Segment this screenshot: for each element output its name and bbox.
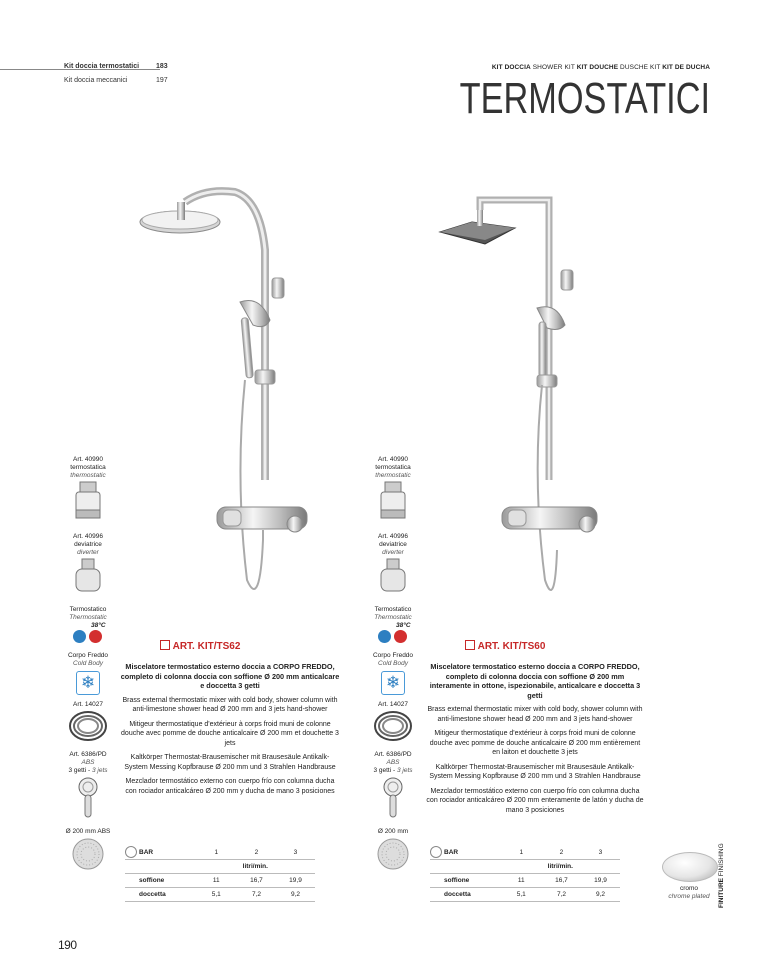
shower-head-icon xyxy=(363,836,423,872)
product-block-ts62 xyxy=(120,640,340,796)
flow-rate-table xyxy=(430,846,620,902)
description-de: Kaltkörper Thermostat-Brausemischer mit Brausesäule Antikalk-System Messing Kopfbrause Ø 200 mm und 3 Strahlen Handbrause xyxy=(124,754,336,771)
cold-body-label: Corpo Freddo Cold Body xyxy=(67,652,109,667)
table-cell: 7,2 xyxy=(237,888,276,902)
thermostatic-label: Termostatico Thermostatic xyxy=(69,606,107,621)
thermostatic-cartridge-icon xyxy=(58,480,118,524)
toc-label: Kit doccia termostatici xyxy=(64,63,140,70)
table-cell: 19,9 xyxy=(581,874,620,888)
toc-label: Kit doccia meccanici xyxy=(64,77,128,84)
description-fr: Mitigeur thermostatique d'extérieur à corps froid muni de colonne douche avec pomme de douche anticalcaire Ø 200 mm et douchette 3 jets xyxy=(121,720,339,747)
description-en: Brass external thermostatic mixer with cold body, shower column with anti-limestone shower head Ø 200 mm and 3 jets hand-shower xyxy=(427,706,643,723)
unit-label: litri/min. xyxy=(501,860,620,874)
finishing-vertical-label: FINITURE FINISHING xyxy=(718,843,725,908)
shower-head-size: Ø 200 mm ABS xyxy=(65,828,111,835)
table-cell: 11 xyxy=(501,874,542,888)
description-it: Miscelatore termostatico esterno doccia a CORPO FREDDO, completo di colonna doccia con soffione Ø 200 mm interamente in ottone, ispezionabile, anticalcare e doccetta 3 getti xyxy=(429,662,641,700)
thermostatic-label: Termostatico Thermostatic xyxy=(374,606,412,621)
handshower-spec: Art. 6386/PD ABS 3 getti - 3 jets xyxy=(373,751,413,774)
row-label: soffione xyxy=(430,874,501,888)
flow-table xyxy=(430,846,620,902)
bar-header: BAR xyxy=(125,846,196,860)
diverter-cartridge-icon xyxy=(363,557,423,597)
table-row xyxy=(125,874,315,888)
shower-head-spec xyxy=(363,828,423,836)
pressure-gauge-icon xyxy=(430,846,442,858)
table-cell: 16,7 xyxy=(237,874,276,888)
row-label: doccetta xyxy=(430,888,501,902)
description-fr: Mitigeur thermostatique d'extérieur à corps froid muni de colonne douche avec pomme de douche anticalcaire Ø 200 mm entièrement en laiton et douchette 3 jets xyxy=(429,730,641,756)
hose-spec: Art. 14027 xyxy=(378,701,408,708)
table-cell: 7,2 xyxy=(542,888,581,902)
toc-page: 197 xyxy=(156,77,168,84)
table-row xyxy=(430,874,620,888)
table-cell: 19,9 xyxy=(276,874,315,888)
row-label: soffione xyxy=(125,874,196,888)
spec-column xyxy=(363,456,423,877)
handshower-icon xyxy=(58,775,118,819)
handshower-icon xyxy=(363,775,423,819)
bar-value: 2 xyxy=(237,846,276,860)
table-cell: 9,2 xyxy=(581,888,620,902)
page-title: TERMOSTATICI xyxy=(459,74,710,123)
description-it: Miscelatore termostatico esterno doccia a CORPO FREDDO, completo di colonna doccia con soffione Ø 200 mm anticalcare e doccetta 3 getti xyxy=(120,662,340,690)
spec-column xyxy=(58,456,118,877)
thermostatic-cartridge-icon xyxy=(363,480,423,524)
table-row xyxy=(430,846,620,860)
handshower-spec: Art. 6386/PD ABS 3 getti - 3 jets xyxy=(68,751,108,774)
hose-coil-icon xyxy=(363,709,423,743)
shower-head-size: Ø 200 mm xyxy=(377,828,409,835)
toc-page: 183 xyxy=(156,63,168,70)
cold-body-label: Corpo Freddo Cold Body xyxy=(372,652,414,667)
table-cell: 5,1 xyxy=(196,888,237,902)
table-row xyxy=(125,888,315,902)
finish-label: cromo chrome plated xyxy=(668,885,710,900)
shower-head-spec xyxy=(58,828,118,836)
table-row xyxy=(430,888,620,902)
table-cell: 5,1 xyxy=(501,888,542,902)
snowflake-icon: ❄ xyxy=(363,668,423,698)
diverter-cartridge-spec: Art. 40996 deviatrice diverter xyxy=(378,533,408,556)
hose-coil-icon xyxy=(58,709,118,743)
checkbox-icon xyxy=(465,640,475,650)
diverter-cartridge-icon xyxy=(58,557,118,597)
table-cell: 9,2 xyxy=(276,888,315,902)
product-code[interactable]: ART. KIT/TS60 xyxy=(365,640,645,652)
bar-value: 2 xyxy=(542,846,581,860)
bar-value: 1 xyxy=(501,846,542,860)
flow-table xyxy=(125,846,315,902)
temperature-icon: 38°C xyxy=(58,622,118,648)
row-label: doccetta xyxy=(125,888,196,902)
toc-item[interactable] xyxy=(64,77,174,84)
bar-value: 1 xyxy=(196,846,237,860)
table-cell xyxy=(125,860,196,874)
table-cell xyxy=(430,860,501,874)
table-cell: 11 xyxy=(196,874,237,888)
table-row xyxy=(125,860,315,874)
product-block-ts60 xyxy=(425,640,645,815)
shower-column-illustration-ts62 xyxy=(135,180,310,620)
thermo-cartridge-spec: Art. 40990 termostatica thermostatic xyxy=(70,456,106,479)
category-line: KIT DOCCIA SHOWER KIT KIT DOUCHE DUSCHE KIT KIT DE DUCHA xyxy=(491,64,710,71)
pressure-gauge-icon xyxy=(125,846,137,858)
diverter-cartridge-spec: Art. 40996 deviatrice diverter xyxy=(73,533,103,556)
snowflake-icon: ❄ xyxy=(58,668,118,698)
temperature-icon: 38°C xyxy=(363,622,423,648)
shower-column-illustration-ts60 xyxy=(437,180,612,620)
checkbox-icon xyxy=(160,640,170,650)
toc-item[interactable] xyxy=(64,63,174,70)
bar-header: BAR xyxy=(430,846,501,860)
bar-value: 3 xyxy=(581,846,620,860)
bar-value: 3 xyxy=(276,846,315,860)
unit-label: litri/min. xyxy=(196,860,315,874)
chrome-finish-swatch[interactable] xyxy=(662,852,718,882)
table-row xyxy=(125,846,315,860)
hose-spec: Art. 14027 xyxy=(73,701,103,708)
description-de: Kaltkörper Thermostat-Brausemischer mit Brausesäule Antikalk-System Messing Kopfbrause Ø 200 mm und 3 Strahlen Handbrause xyxy=(429,763,641,780)
table-cell: 16,7 xyxy=(542,874,581,888)
description-es: Mezclador termostático externo con cuerpo frío con columna ducha con rociador anticalcáreo Ø 200 mm y ducha de mano 3 posiciones xyxy=(125,778,335,795)
page-number: 190 xyxy=(58,938,77,952)
product-code[interactable]: ART. KIT/TS62 xyxy=(60,640,340,652)
description-es: Mezclador termostático externo con cuerpo frío con columna ducha con rociador anticalcáreo Ø 200 mm enteramente de latón y ducha de mano 3 posiciones xyxy=(426,787,644,814)
thermo-cartridge-spec: Art. 40990 termostatica thermostatic xyxy=(375,456,411,479)
description-en: Brass external thermostatic mixer with cold body, shower column with anti-limestone shower head Ø 200 mm and 3 jets hand-shower xyxy=(122,696,338,713)
table-row xyxy=(430,860,620,874)
flow-rate-table xyxy=(125,846,315,902)
shower-head-icon xyxy=(58,836,118,872)
